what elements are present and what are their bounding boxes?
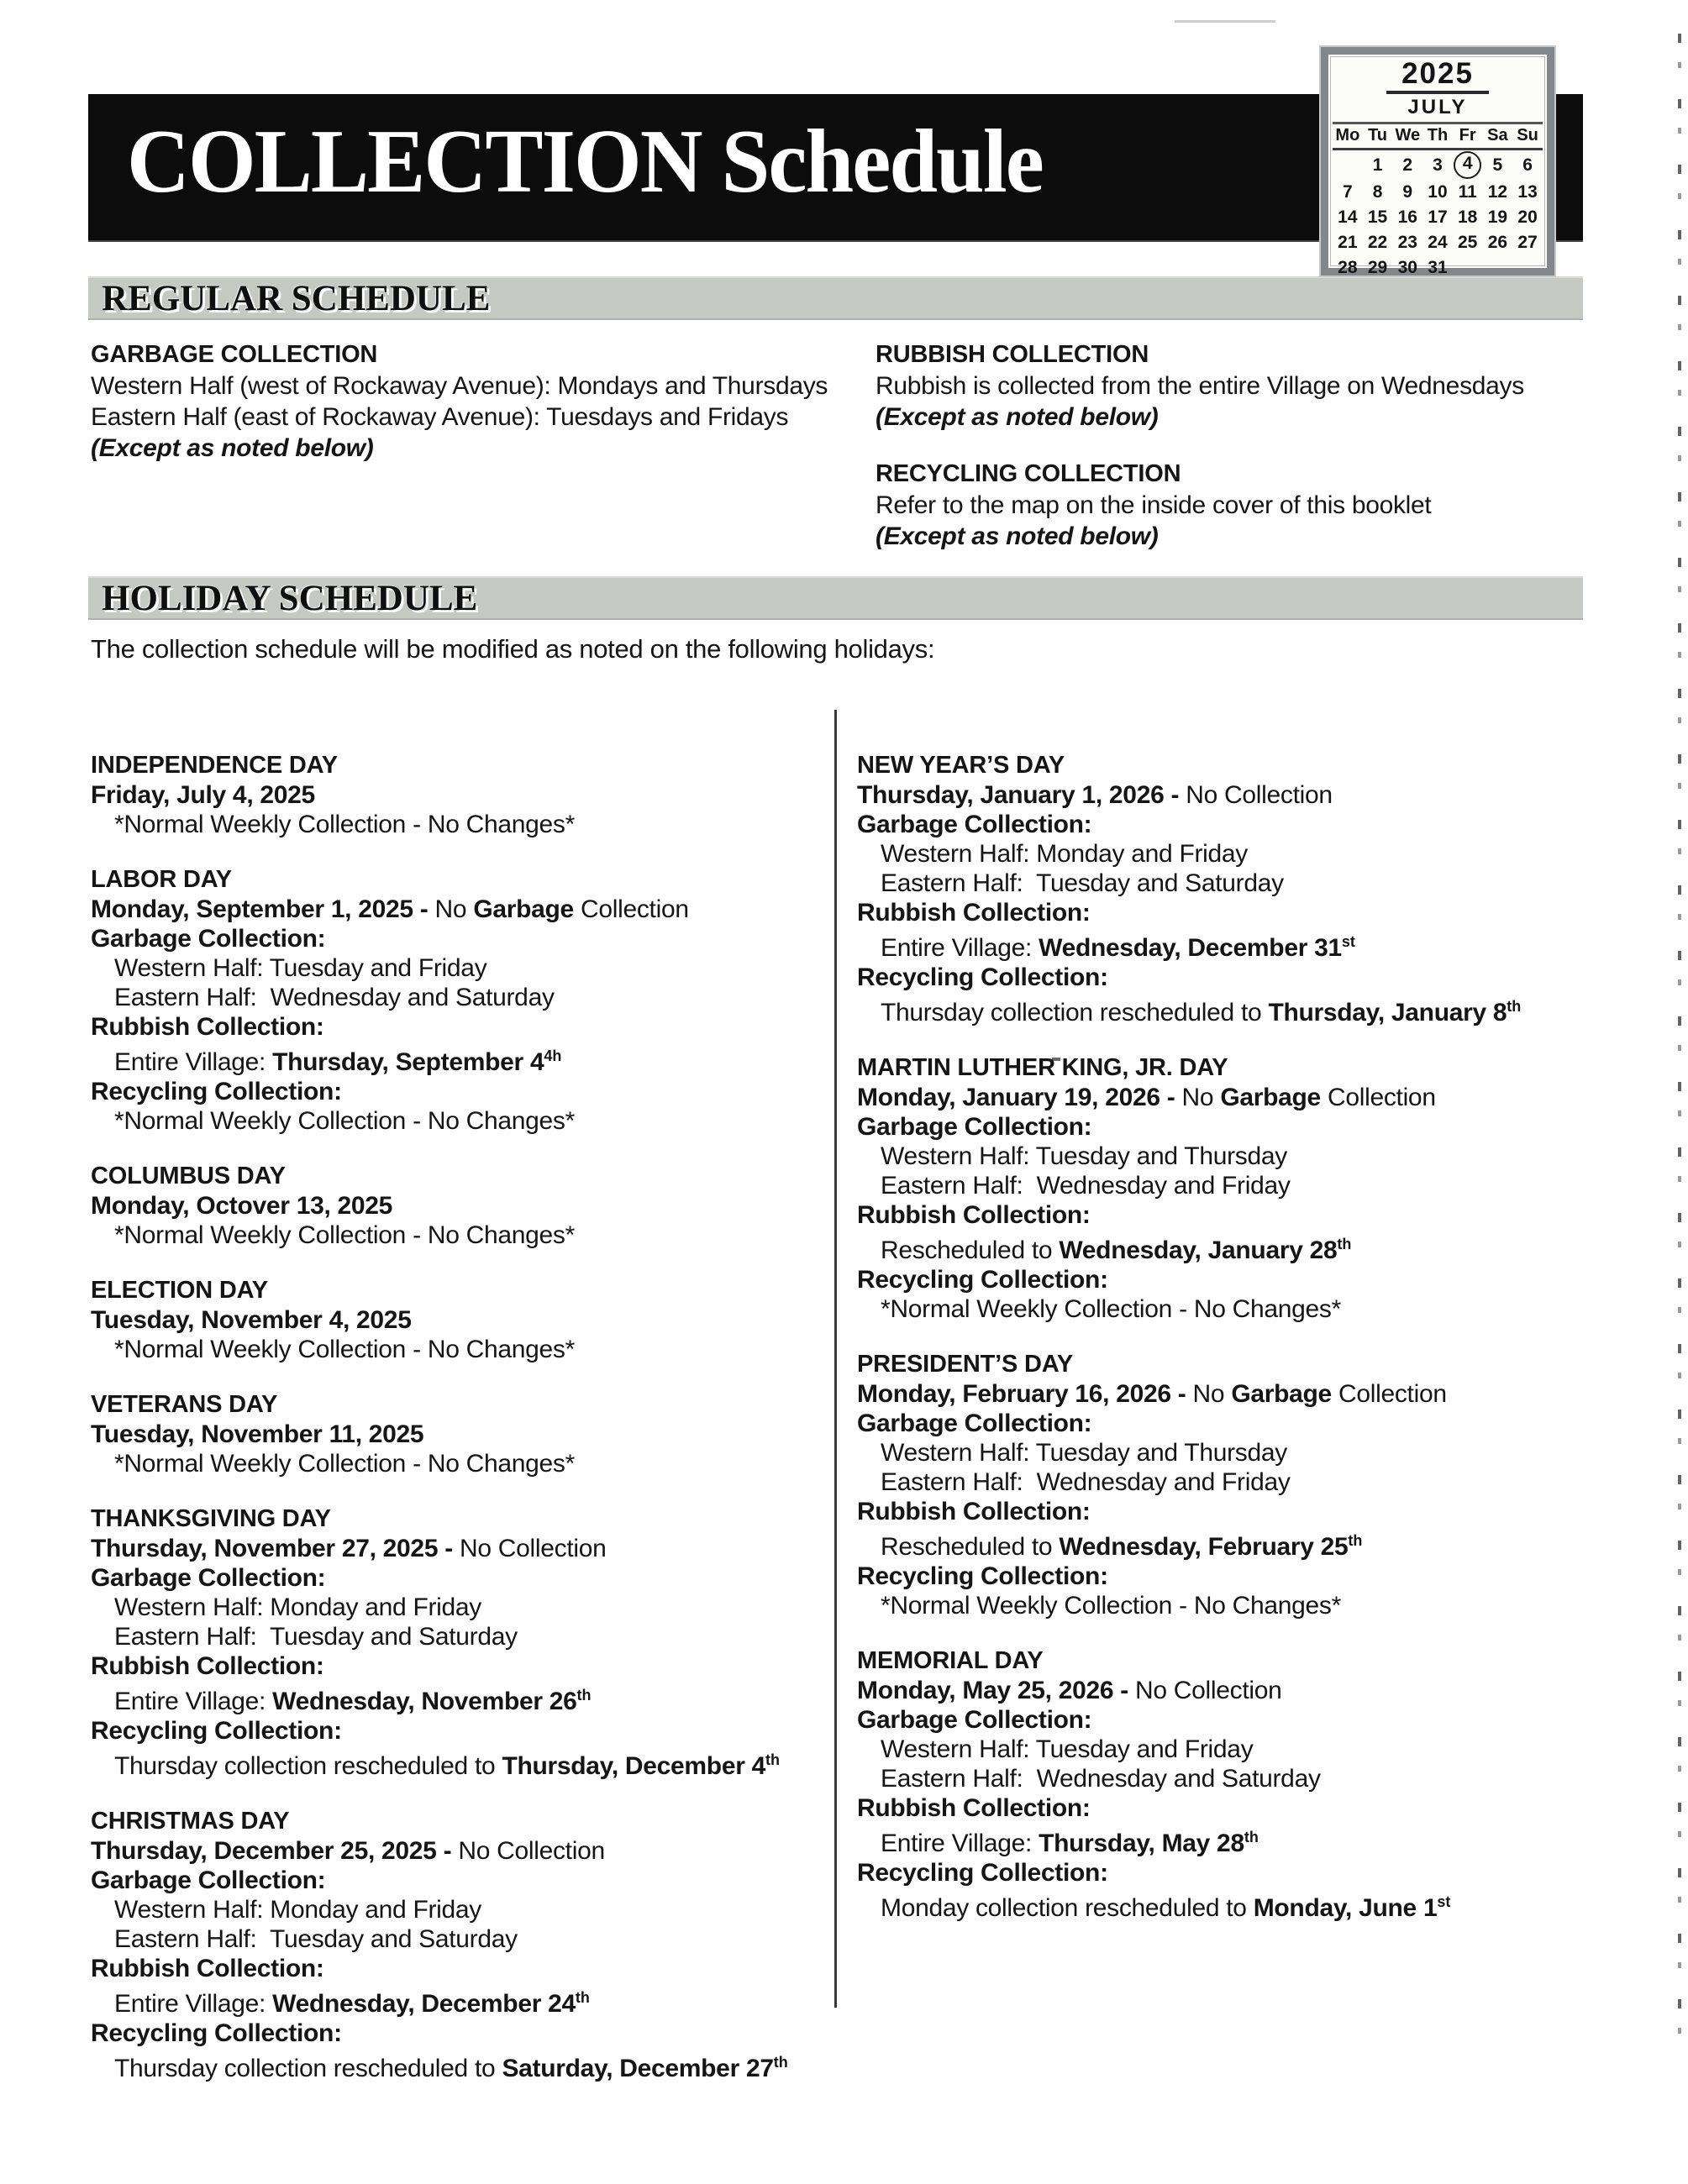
holiday-line: [857, 1230, 1613, 1265]
holiday-line: [91, 1895, 813, 1924]
calendar-day-cell: 31: [1428, 258, 1448, 278]
holiday-entry: [91, 751, 813, 839]
calendar-day-cell: 30: [1397, 258, 1417, 278]
holiday-line: [91, 1042, 813, 1077]
holiday-line: [857, 1705, 1613, 1735]
holiday-entry: [91, 1390, 813, 1478]
holiday-line: [857, 1294, 1613, 1324]
holiday-text-run: No Collection: [458, 1837, 605, 1865]
holiday-text-run: Western Half: Monday and Friday: [881, 840, 1249, 868]
holiday-text-run: Rubbish Collection:: [857, 899, 1091, 927]
holiday-right-column: [857, 751, 1613, 1949]
holiday-text-run: Recycling Collection:: [91, 2019, 342, 2047]
holiday-text-run: Rubbish Collection:: [91, 1652, 324, 1680]
holiday-line: [91, 1420, 813, 1449]
holiday-text-run: Wednesday, December 24: [272, 1990, 576, 2018]
holiday-name: INDEPENDENCE DAY: [91, 752, 338, 779]
holiday-text-run: Thursday, December 25, 2025 -: [91, 1837, 459, 1865]
holiday-name: CHRISTMAS DAY: [91, 1808, 290, 1835]
holiday-line: [91, 780, 813, 810]
holiday-text-run: Eastern Half: Wednesday and Saturday: [881, 1765, 1321, 1793]
holiday-text-run: th: [1337, 1236, 1352, 1252]
holiday-entry: [857, 1053, 1613, 1324]
holiday-line: [91, 1191, 813, 1221]
holiday-text-run: *Normal Weekly Collection - No Changes*: [114, 1221, 575, 1249]
holiday-line: [857, 1591, 1613, 1620]
holiday-text-run: st: [1341, 933, 1355, 950]
holiday-name: MARTIN LUTHER KING, JR. DAY: [857, 1054, 1228, 1081]
holiday-line: [91, 1681, 813, 1716]
calendar-day-cell: [1483, 255, 1513, 280]
holiday-text-run: Thursday, January 1, 2026 -: [857, 781, 1186, 809]
holiday-name: COLUMBUS DAY: [91, 1163, 286, 1189]
calendar-week-row: [1333, 149, 1543, 179]
calendar-day-cell: 8: [1372, 181, 1383, 202]
holiday-text-run: Monday, June 1: [1253, 1894, 1438, 1922]
holiday-text-run: Recycling Collection:: [857, 1266, 1108, 1294]
holiday-line: [91, 895, 813, 924]
calendar-day-cell: [1512, 255, 1543, 280]
collection-info-block: [91, 339, 847, 464]
holiday-text-run: Thursday collection rescheduled to: [881, 999, 1269, 1026]
holiday-text-run: Tuesday, November 11, 2025: [91, 1420, 424, 1448]
holiday-text-run: st: [1437, 1893, 1451, 1910]
holiday-line: [857, 1142, 1613, 1171]
holiday-line: [857, 1379, 1613, 1409]
holiday-line: [91, 1651, 813, 1681]
holiday-text-run: Entire Village:: [114, 1990, 273, 2018]
holiday-line: [857, 1823, 1613, 1858]
holiday-line: [91, 983, 813, 1012]
holiday-line: [91, 1716, 813, 1746]
holiday-name: ELECTION DAY: [91, 1277, 268, 1304]
holiday-text-run: No: [434, 895, 474, 923]
holiday-text-run: Saturday, December 27: [502, 2055, 774, 2082]
calendar-day-cell: 1: [1372, 155, 1383, 175]
holiday-text-run: Garbage Collection:: [91, 1866, 326, 1894]
holiday-text-run: Western Half: Monday and Friday: [114, 1896, 482, 1924]
holiday-line: [857, 963, 1613, 992]
calendar-year: 2025: [1386, 59, 1489, 94]
calendar-day-cell: 6: [1522, 155, 1533, 175]
calendar-day-cell: 18: [1457, 207, 1478, 227]
calendar-day-cell: 3: [1433, 155, 1443, 175]
collection-block-note: (Except as noted below): [876, 522, 1159, 550]
calendar-day-header: Th: [1422, 124, 1453, 150]
regular-schedule-left-column: [91, 339, 847, 464]
holiday-line: [91, 1746, 813, 1781]
holiday-line: [857, 1200, 1613, 1230]
collection-block-line: Eastern Half (east of Rockaway Avenue): Tuesdays and Fridays: [91, 403, 789, 431]
calendar-day-cell: 14: [1338, 207, 1358, 227]
calendar-week-row: [1333, 255, 1543, 280]
holiday-text-run: Entire Village:: [114, 1688, 273, 1715]
holiday-text-run: Friday, July 4, 2025: [91, 781, 315, 809]
holiday-line: [91, 1106, 813, 1136]
holiday-text-run: th: [1244, 1829, 1259, 1845]
holiday-text-run: Thursday collection rescheduled to: [114, 2055, 502, 2082]
holiday-text-run: Thursday, May 28: [1039, 1830, 1244, 1857]
holiday-text-run: Western Half: Tuesday and Friday: [881, 1735, 1254, 1763]
holiday-line: [857, 1793, 1613, 1823]
calendar-day-cell: 22: [1367, 232, 1388, 252]
holiday-text-run: Monday, September 1, 2025 -: [91, 895, 435, 923]
calendar-day-cell: [1453, 149, 1483, 179]
regular-schedule-header: [88, 276, 1583, 320]
page-title: COLLECTION Schedule: [127, 111, 1043, 212]
calendar-day-cell: 5: [1492, 155, 1503, 175]
holiday-entry: [857, 751, 1613, 1027]
holiday-line: [91, 1534, 813, 1563]
holiday-name: PRESIDENT’S DAY: [857, 1351, 1073, 1378]
holiday-line: [91, 1954, 813, 1983]
holiday-text-run: Monday, February 16, 2026 -: [857, 1380, 1193, 1408]
holiday-line: [91, 1924, 813, 1954]
calendar-year-wrap: [1328, 59, 1547, 94]
holiday-text-run: Garbage Collection:: [857, 1410, 1092, 1437]
holiday-line: [91, 1836, 813, 1866]
holiday-text-run: Tuesday, November 4, 2025: [91, 1306, 412, 1334]
holiday-text-run: Wednesday, December 31: [1039, 934, 1342, 962]
regular-schedule-title: REGULAR SCHEDULE: [102, 278, 491, 318]
calendar-week-row: [1333, 204, 1543, 229]
holiday-line: [857, 1438, 1613, 1467]
holiday-text-run: Garbage Collection:: [91, 1564, 326, 1592]
holiday-line: [91, 2048, 813, 2083]
scan-artifact-right-edge: [1678, 34, 1681, 2058]
holiday-name: VETERANS DAY: [91, 1391, 278, 1418]
holiday-text-run: th: [576, 1687, 592, 1704]
holiday-line: [857, 839, 1613, 869]
calendar-day-cell: 2: [1402, 155, 1413, 175]
calendar-day-cell: 25: [1457, 232, 1478, 252]
holiday-text-run: Entire Village:: [114, 1048, 273, 1076]
calendar-day-cell: 9: [1402, 181, 1413, 202]
holiday-entry: [857, 1350, 1613, 1620]
calendar-day-cell: 7: [1343, 181, 1353, 202]
calendar-circled-day: 4: [1454, 151, 1481, 179]
holiday-text-run: th: [773, 2054, 788, 2071]
holiday-text-run: Western Half: Tuesday and Thursday: [881, 1439, 1287, 1467]
holiday-line: [91, 924, 813, 953]
holiday-text-run: Monday, January 19, 2026 -: [857, 1084, 1182, 1111]
holiday-text-run: Collection: [1320, 1084, 1436, 1111]
holiday-text-run: Rubbish Collection:: [857, 1794, 1091, 1822]
calendar-day-cell: 28: [1338, 258, 1358, 278]
holiday-text-run: No: [1192, 1380, 1232, 1408]
holiday-text-run: Recycling Collection:: [91, 1078, 342, 1105]
holiday-entry: [91, 865, 813, 1136]
holiday-line: [857, 1526, 1613, 1562]
calendar-day-header: Su: [1512, 124, 1543, 150]
holiday-text-run: Collection: [573, 895, 689, 923]
holiday-line: [91, 1563, 813, 1593]
holiday-text-run: th: [575, 1989, 590, 2006]
holiday-text-run: *Normal Weekly Collection - No Changes*: [114, 811, 575, 838]
holiday-line: [857, 898, 1613, 927]
holiday-text-run: Eastern Half: Wednesday and Saturday: [114, 984, 555, 1011]
holiday-text-run: Garbage Collection:: [857, 1113, 1092, 1141]
holiday-text-run: Garbage Collection:: [857, 1706, 1092, 1734]
holiday-line: [857, 1171, 1613, 1200]
calendar-day-cell: 27: [1517, 232, 1538, 252]
holiday-text-run: *Normal Weekly Collection - No Changes*: [114, 1107, 575, 1135]
holiday-entry: [91, 1504, 813, 1781]
holiday-intro-text: The collection schedule will be modified as noted on the following holidays:: [91, 634, 935, 664]
holiday-text-run: Monday, May 25, 2026 -: [857, 1677, 1136, 1704]
holiday-line: [91, 953, 813, 983]
holiday-line: [857, 1083, 1613, 1112]
holiday-text-run: Garbage: [1231, 1380, 1332, 1408]
holiday-text-run: Eastern Half: Tuesday and Saturday: [881, 869, 1284, 897]
holiday-text-run: Wednesday, January 28: [1059, 1236, 1338, 1264]
calendar-day-cell: 17: [1428, 207, 1448, 227]
mini-calendar: [1321, 47, 1554, 276]
holiday-entry: [857, 1646, 1613, 1923]
holiday-text-run: Entire Village:: [881, 1830, 1039, 1857]
holiday-name: NEW YEAR’S DAY: [857, 752, 1065, 779]
holiday-line: [857, 1887, 1613, 1923]
holiday-line: [91, 1983, 813, 2019]
calendar-day-cell: 12: [1487, 181, 1508, 202]
calendar-day-cell: 26: [1487, 232, 1508, 252]
calendar-day-cell: 21: [1338, 232, 1358, 252]
calendar-day-header: Mo: [1333, 124, 1363, 150]
holiday-text-run: *Normal Weekly Collection - No Changes*: [114, 1450, 575, 1478]
holiday-text-run: Entire Village:: [881, 934, 1039, 962]
holiday-text-run: Rubbish Collection:: [857, 1201, 1091, 1229]
holiday-text-run: No: [1181, 1084, 1221, 1111]
calendar-day-cell: 15: [1367, 207, 1388, 227]
calendar-day-cell: 13: [1517, 181, 1538, 202]
holiday-text-run: Monday, Octover 13, 2025: [91, 1192, 393, 1220]
calendar-month: JULY: [1407, 95, 1468, 118]
holiday-text-run: th: [1348, 1532, 1363, 1549]
calendar-day-cell: 20: [1517, 207, 1538, 227]
holiday-line: [857, 1676, 1613, 1705]
holiday-text-run: Thursday collection rescheduled to: [114, 1752, 502, 1780]
calendar-day-cell: 16: [1397, 207, 1417, 227]
holiday-text-run: Garbage Collection:: [91, 925, 326, 953]
holiday-text-run: *Normal Weekly Collection - No Changes*: [114, 1336, 575, 1363]
calendar-day-cell: [1453, 255, 1483, 280]
holiday-line: [91, 1622, 813, 1651]
holiday-text-run: Collection: [1331, 1380, 1447, 1408]
holiday-text-run: Thursday, September 4: [272, 1048, 544, 1076]
holiday-text-run: Garbage: [473, 895, 574, 923]
holiday-text-run: Eastern Half: Wednesday and Friday: [881, 1468, 1291, 1496]
calendar-day-cell: 24: [1428, 232, 1448, 252]
holiday-text-run: th: [765, 1751, 781, 1768]
holiday-text-run: Eastern Half: Tuesday and Saturday: [114, 1925, 518, 1953]
holiday-line: [857, 1112, 1613, 1142]
calendar-day-header: Tu: [1363, 124, 1393, 150]
holiday-text-run: *Normal Weekly Collection - No Changes*: [881, 1592, 1341, 1620]
regular-schedule-right-column: [876, 339, 1615, 552]
holiday-line: [857, 810, 1613, 839]
calendar-day-cell: [1333, 149, 1363, 179]
holiday-text-run: *Normal Weekly Collection - No Changes*: [881, 1295, 1341, 1323]
holiday-text-run: Garbage Collection:: [857, 811, 1092, 838]
calendar-day-cell: 19: [1487, 207, 1508, 227]
calendar-week-row: [1333, 229, 1543, 255]
calendar-grid: [1333, 124, 1543, 280]
holiday-line: [857, 927, 1613, 963]
holiday-text-run: Monday collection rescheduled to: [881, 1894, 1254, 1922]
collection-block-line: Refer to the map on the inside cover of this booklet: [876, 491, 1432, 519]
collection-block-line: Western Half (west of Rockaway Avenue): Mondays and Thursdays: [91, 372, 828, 400]
column-divider: [834, 710, 837, 2008]
holiday-line: [91, 1593, 813, 1622]
collection-info-block: [876, 339, 1615, 433]
collection-block-note: (Except as noted below): [876, 403, 1159, 431]
holiday-text-run: Thursday, December 4: [502, 1752, 766, 1780]
scan-artifact-smudge: [1175, 20, 1275, 23]
holiday-text-run: th: [1507, 998, 1522, 1015]
holiday-name: LABOR DAY: [91, 866, 232, 893]
collection-block-title: RECYCLING COLLECTION: [876, 460, 1181, 487]
calendar-day-cell: 11: [1458, 181, 1477, 202]
holiday-text-run: Western Half: Tuesday and Thursday: [881, 1142, 1287, 1170]
holiday-line: [857, 869, 1613, 898]
holiday-text-run: Western Half: Tuesday and Friday: [114, 954, 487, 982]
holiday-line: [857, 1409, 1613, 1438]
collection-block-note: (Except as noted below): [91, 434, 374, 462]
holiday-left-column: [91, 751, 813, 2109]
holiday-line: [91, 810, 813, 839]
calendar-day-header: Fr: [1453, 124, 1483, 150]
holiday-line: [857, 1735, 1613, 1764]
calendar-day-cell: 29: [1367, 258, 1388, 278]
holiday-text-run: Rubbish Collection:: [91, 1013, 324, 1041]
holiday-text-run: Rubbish Collection:: [857, 1498, 1091, 1525]
holiday-entry: [91, 1276, 813, 1364]
holiday-line: [857, 780, 1613, 810]
holiday-text-run: Wednesday, February 25: [1059, 1533, 1349, 1561]
collection-block-line: Rubbish is collected from the entire Village on Wednesdays: [876, 372, 1524, 400]
holiday-text-run: Recycling Collection:: [857, 1562, 1108, 1590]
holiday-text-run: No Collection: [459, 1535, 607, 1562]
collection-info-block: [876, 459, 1615, 552]
holiday-line: [91, 1866, 813, 1895]
holiday-text-run: Eastern Half: Wednesday and Friday: [881, 1172, 1291, 1200]
calendar-day-cell: 10: [1428, 181, 1448, 202]
holiday-text-run: Rescheduled to: [881, 1533, 1060, 1561]
holiday-line: [857, 1497, 1613, 1526]
holiday-text-run: Western Half: Monday and Friday: [114, 1593, 482, 1621]
collection-block-title: GARBAGE COLLECTION: [91, 341, 378, 368]
holiday-line: [91, 1335, 813, 1364]
calendar-week-row: [1333, 179, 1543, 204]
holiday-line: [91, 1077, 813, 1106]
holiday-text-run: Recycling Collection:: [857, 1859, 1108, 1887]
holiday-line: [857, 1764, 1613, 1793]
holiday-line: [857, 1265, 1613, 1294]
holiday-entry: [91, 1807, 813, 2083]
calendar-day-cell: 23: [1397, 232, 1417, 252]
holiday-line: [91, 1012, 813, 1042]
holiday-text-run: 4h: [544, 1047, 562, 1064]
calendar-day-header: Sa: [1483, 124, 1513, 150]
holiday-name: MEMORIAL DAY: [857, 1647, 1044, 1674]
holiday-text-run: No Collection: [1135, 1677, 1282, 1704]
holiday-name: THANKSGIVING DAY: [91, 1505, 331, 1532]
holiday-line: [91, 1449, 813, 1478]
holiday-line: [91, 1305, 813, 1335]
holiday-line: [91, 2019, 813, 2048]
holiday-schedule-title: HOLIDAY SCHEDULE: [102, 578, 478, 618]
holiday-text-run: Rubbish Collection:: [91, 1955, 324, 1982]
holiday-schedule-header: [88, 576, 1583, 620]
holiday-text-run: Recycling Collection:: [857, 963, 1108, 991]
holiday-entry: [91, 1162, 813, 1250]
collection-block-title: RUBBISH COLLECTION: [876, 341, 1149, 368]
holiday-text-run: Rescheduled to: [881, 1236, 1060, 1264]
holiday-text-run: Garbage: [1220, 1084, 1321, 1111]
holiday-line: [857, 1562, 1613, 1591]
calendar-day-header: We: [1392, 124, 1422, 150]
holiday-text-run: No Collection: [1186, 781, 1333, 809]
holiday-text-run: Recycling Collection:: [91, 1717, 342, 1745]
holiday-line: [91, 1221, 813, 1250]
holiday-text-run: Thursday, November 27, 2025 -: [91, 1535, 460, 1562]
holiday-line: [857, 992, 1613, 1027]
holiday-line: [857, 1858, 1613, 1887]
holiday-text-run: Eastern Half: Tuesday and Saturday: [114, 1623, 518, 1651]
holiday-text-run: Wednesday, November 26: [272, 1688, 577, 1715]
holiday-line: [857, 1467, 1613, 1497]
holiday-text-run: Thursday, January 8: [1268, 999, 1507, 1026]
